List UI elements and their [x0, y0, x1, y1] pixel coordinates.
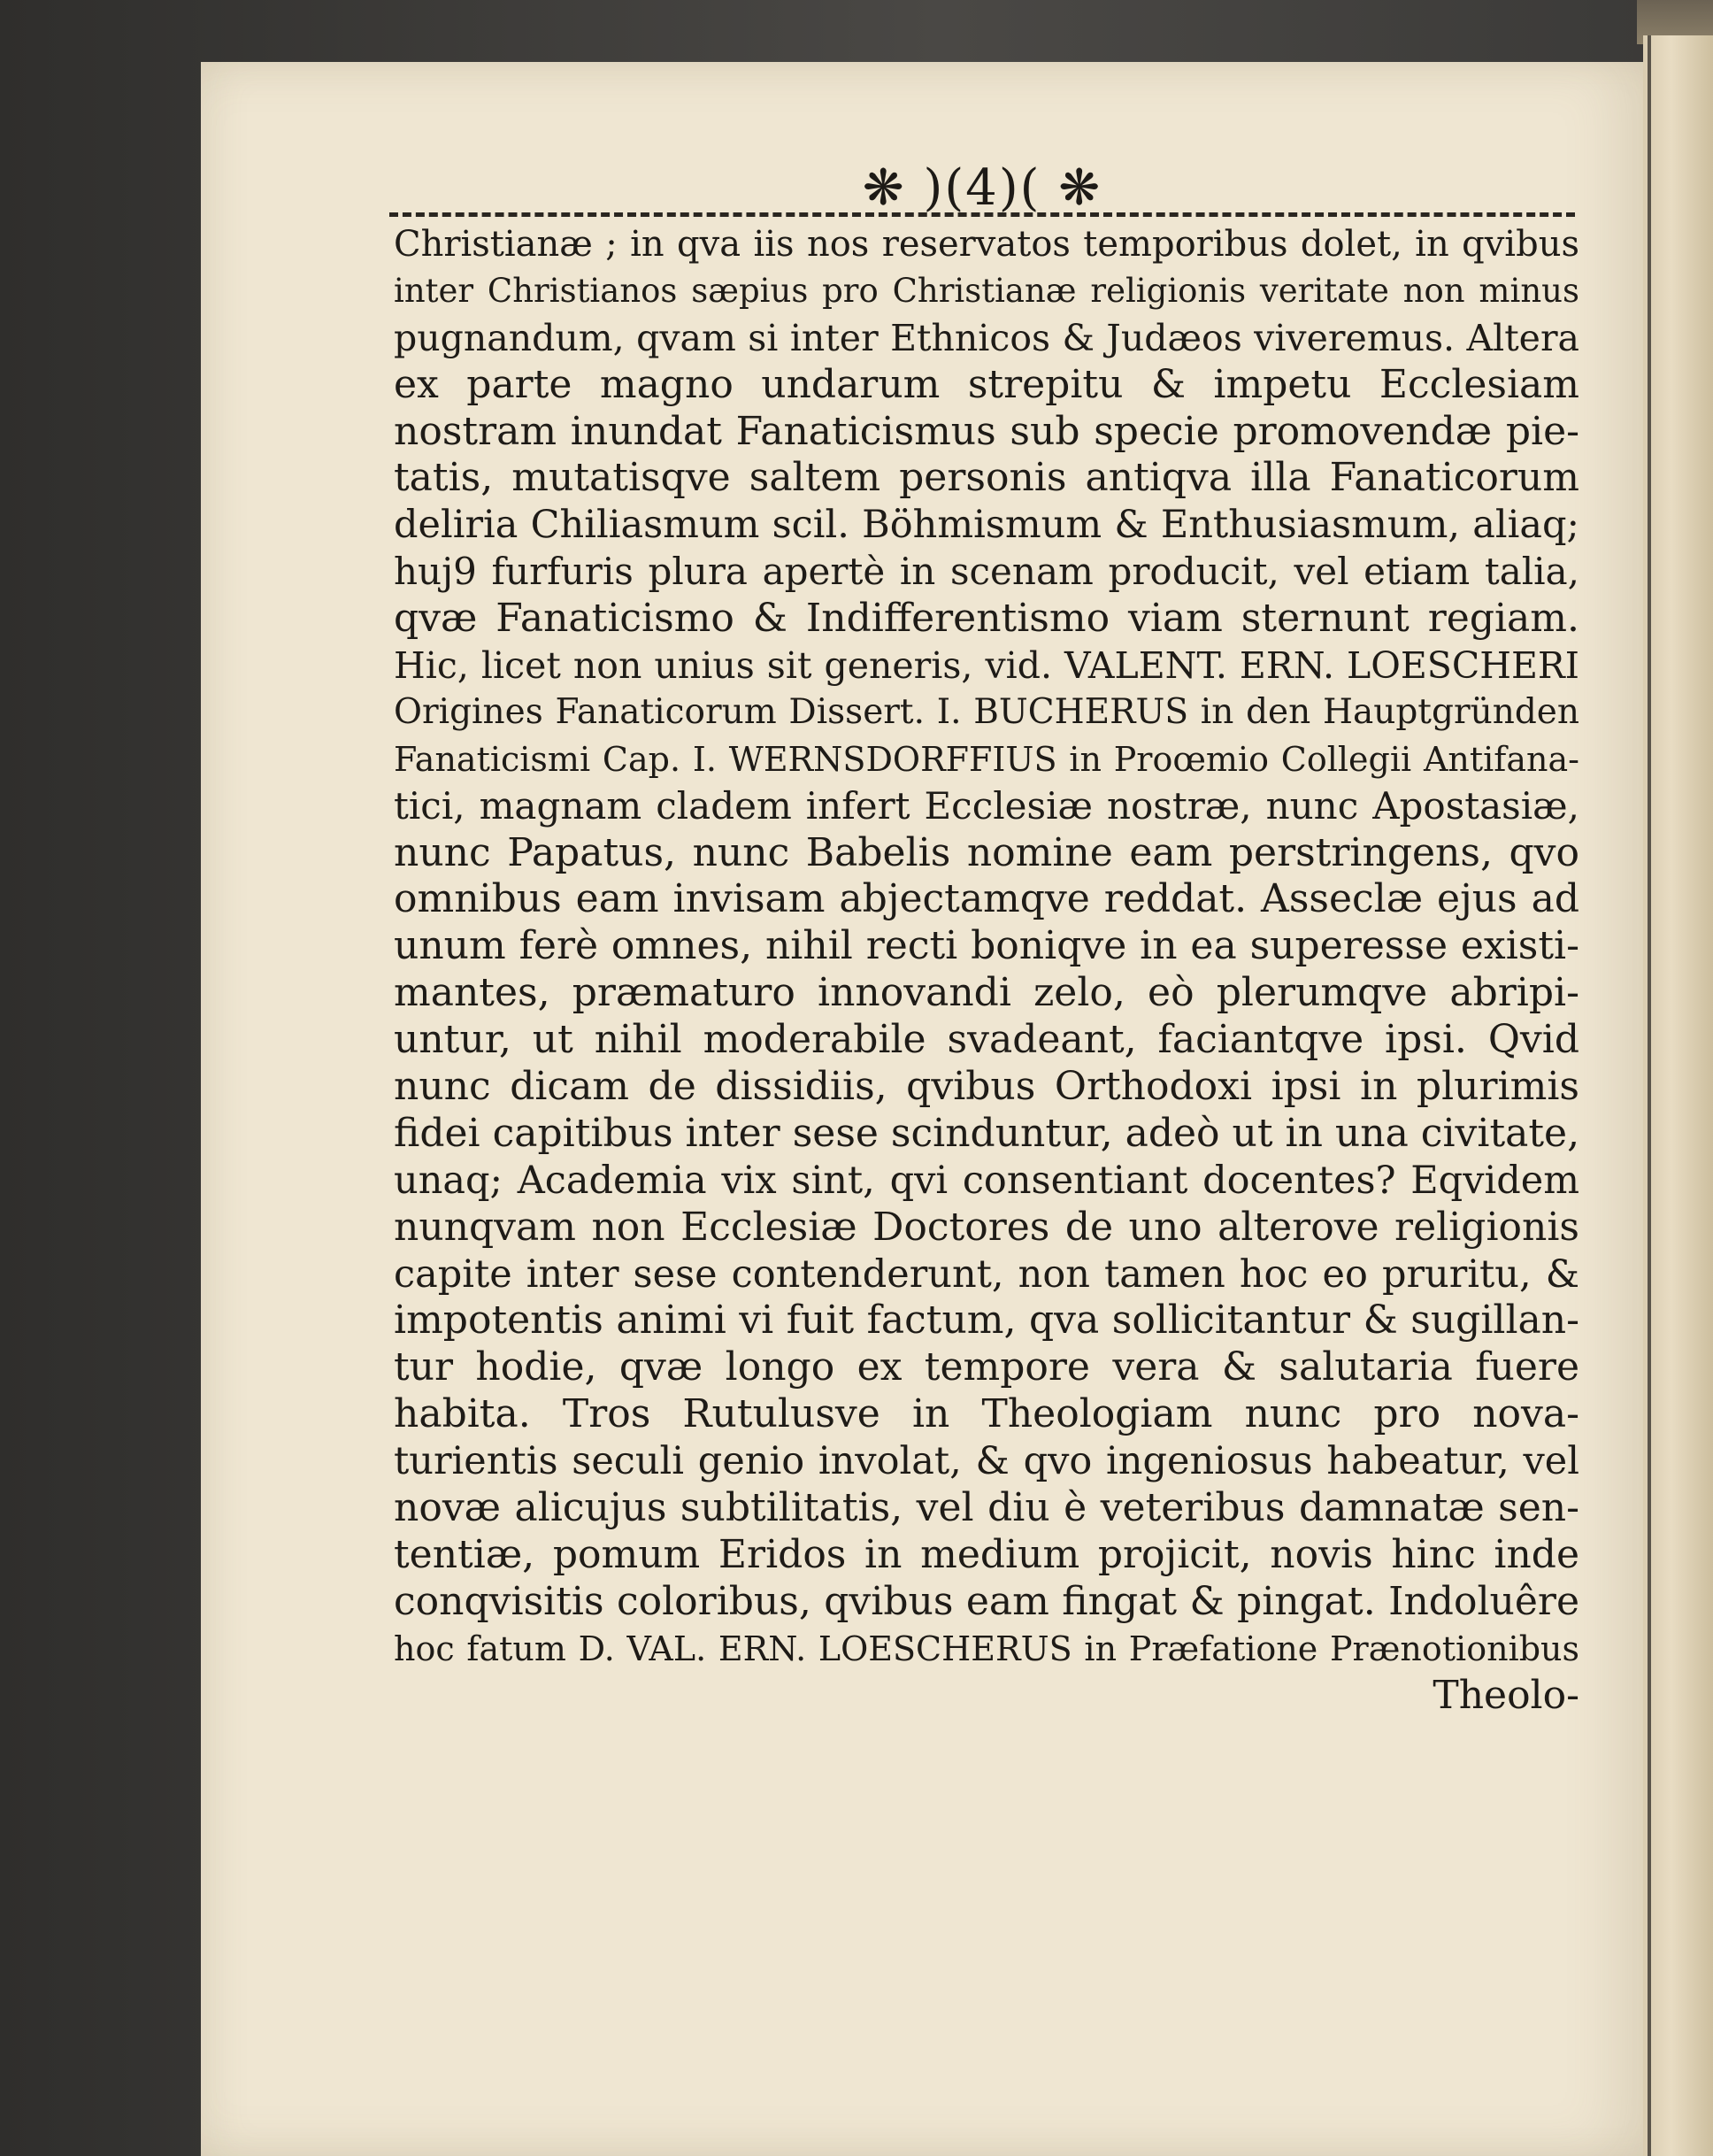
text-line: tur hodie, qvæ longo ex tempore vera & salutaria fuere [394, 1344, 1579, 1390]
text-line: nunqvam non Ecclesiæ Doctores de uno alterove religionis [394, 1204, 1579, 1250]
text-line: nunc dicam de dissidiis, qvibus Orthodoxi ipsi in plurimis [394, 1064, 1579, 1110]
text-line: ex parte magno undarum strepitu & impetu Ecclesiam [394, 361, 1579, 407]
text-line: tentiæ, pomum Eridos in medium projicit, novis hinc inde [394, 1531, 1579, 1577]
text-line: qvæ Fanaticismo & Indifferentismo viam sternunt regiam. [394, 596, 1579, 642]
text-line: huj9 furfuris plura apertè in scenam producit, vel etiam talia, [394, 550, 1579, 594]
text-line: tatis, mutatisqve saltem personis antiqva illa Fanaticorum [394, 455, 1579, 501]
text-line: conqvisitis coloribus, qvibus eam fingat & pingat. Indoluêre [394, 1578, 1579, 1624]
text-line: nunc Papatus, nunc Babelis nomine eam perstringens, qvo [394, 829, 1579, 875]
text-line: unaq; Academia vix sint, qvi consentiant docentes? Eqvidem [394, 1158, 1579, 1203]
book-gutter-line [1648, 35, 1651, 2156]
text-line: Origines Fanaticorum Dissert. I. BUCHERUS in den Hauptgründen [394, 691, 1579, 732]
text-line: Christianæ ; in qva iis nos reservatos temporibus dolet, in qvibus [394, 224, 1579, 265]
text-line: novæ alicujus subtilitatis, vel diu è veteribus damnatæ sen- [394, 1485, 1579, 1531]
text-line: inter Christianos sæpius pro Christianæ religionis veritate non minus [394, 271, 1579, 310]
text-line: fidei capitibus inter sese scinduntur, adeò ut in una civitate, [394, 1110, 1580, 1156]
text-line: omnibus eam invisam abjectamqve reddat. Asseclæ ejus ad [394, 876, 1579, 922]
catchword: Theolo- [1433, 1672, 1579, 1718]
text-line: nostram inundat Fanaticismus sub specie promovendæ pie- [394, 408, 1579, 454]
text-line: capite inter sese contenderunt, non tamen hoc eo pruritu, & [394, 1251, 1579, 1297]
body-text [394, 221, 1579, 1720]
text-line: unum ferè omnes, nihil recti boniqve in ea superesse existi- [394, 923, 1579, 969]
page-number-ornament: ❋ )(4)( ❋ [862, 159, 1102, 217]
text-line: turientis seculi genio involat, & qvo ingeniosus habeatur, vel [394, 1439, 1579, 1484]
text-line: mantes, præmaturo innovandi zelo, eò plerumqve abripi- [394, 970, 1579, 1016]
book-facing-page-edge [1643, 35, 1713, 2156]
text-line: habita. Tros Rutulusve in Theologiam nunc pro nova- [394, 1391, 1579, 1437]
text-line: Fanaticismi Cap. I. WERNSDORFFIUS in Proœmio Collegii Antifana- [394, 739, 1579, 779]
text-line: Hic, licet non unius sit generis, vid. VALENT. ERN. LOESCHERI [394, 644, 1579, 688]
text-line: untur, ut nihil moderabile svadeant, faciantqve ipsi. Qvid [394, 1017, 1579, 1063]
page-header [389, 159, 1575, 230]
text-line: impotentis animi vi fuit factum, qva sollicitantur & sugillan- [394, 1297, 1579, 1344]
text-line: deliria Chiliasmum scil. Böhmismum & Enthusiasmum, aliaq; [394, 503, 1579, 548]
text-line: hoc fatum D. VAL. ERN. LOESCHERUS in Præfatione Prænotionibus [394, 1629, 1579, 1668]
header-rule [389, 212, 1575, 217]
text-line: pugnandum, qvam si inter Ethnicos & Judæos viveremus. Altera [394, 316, 1579, 359]
text-line: tici, magnam cladem infert Ecclesiæ nostræ, nunc Apostasiæ, [394, 783, 1579, 828]
